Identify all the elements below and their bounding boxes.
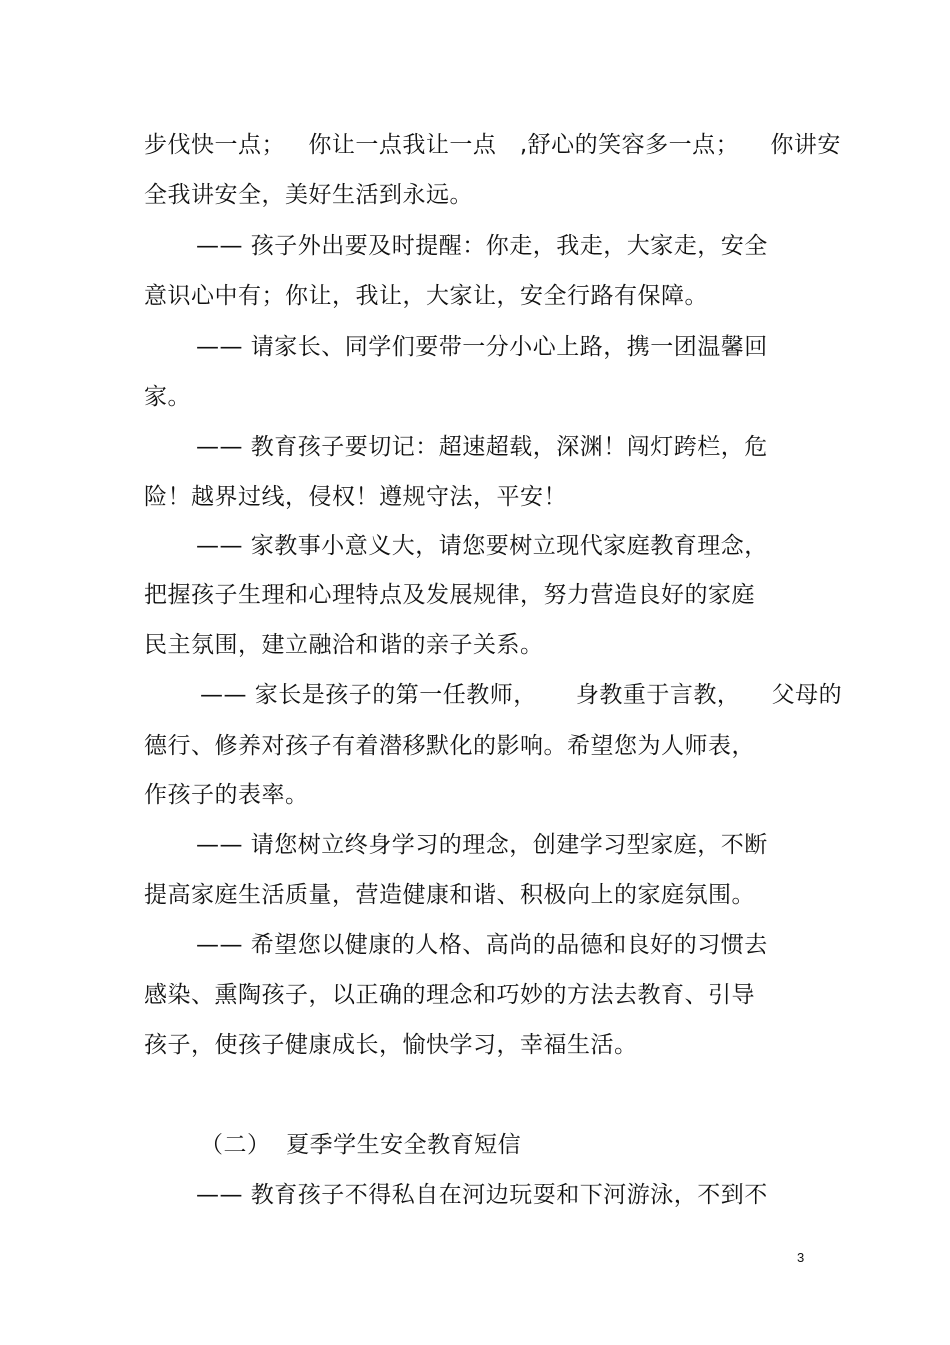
text-line-15: —— 请您树立终身学习的理念，创建学习型家庭，不断 <box>196 832 768 858</box>
text-line-7: —— 教育孩子要切记：超速超载，深渊！闯灯跨栏，危 <box>196 434 768 460</box>
text-line-4: 意识心中有；你让，我让，大家让，安全行路有保障。 <box>144 283 708 309</box>
text-line-1: 步伐快一点； 你让一点我让一点 ,舒心的笑容多一点； 你讲安 <box>144 132 841 158</box>
text-line-6: 家。 <box>144 384 191 410</box>
text-line-5: —— 请家长、同学们要带一分小心上路，携一团温馨回 <box>196 334 768 360</box>
text-line-11: 民主氛围，建立融洽和谐的亲子关系。 <box>144 632 544 658</box>
text-line-10: 把握孩子生理和心理特点及发展规律，努力营造良好的家庭 <box>144 582 755 608</box>
text-line-17: —— 希望您以健康的人格、高尚的品德和良好的习惯去 <box>196 932 768 958</box>
text-line-3: —— 孩子外出要及时提醒：你走，我走，大家走，安全 <box>196 233 768 259</box>
text-line-9: —— 家教事小意义大，请您要树立现代家庭教育理念， <box>196 533 768 559</box>
text-line-14: 作孩子的表率。 <box>144 782 309 808</box>
text-line-21: —— 教育孩子不得私自在河边玩耍和下河游泳，不到不 <box>196 1182 768 1208</box>
text-line-13: 德行、修养对孩子有着潜移默化的影响。希望您为人师表， <box>144 733 755 759</box>
text-line-8: 险！越界过线，侵权！遵规守法，平安！ <box>144 484 567 510</box>
text-line-2: 全我讲安全，美好生活到永远。 <box>144 182 473 208</box>
text-line-18: 感染、熏陶孩子，以正确的理念和巧妙的方法去教育、引导 <box>144 982 755 1008</box>
text-line-19: 孩子，使孩子健康成长，愉快学习，幸福生活。 <box>144 1032 638 1058</box>
section-heading: （二） 夏季学生安全教育短信 <box>200 1132 522 1158</box>
page-number: 3 <box>797 1250 805 1265</box>
text-line-12: —— 家长是孩子的第一任教师， 身教重于言教， 父母的 <box>200 682 843 708</box>
text-line-16: 提高家庭生活质量，营造健康和谐、积极向上的家庭氛围。 <box>144 882 755 908</box>
